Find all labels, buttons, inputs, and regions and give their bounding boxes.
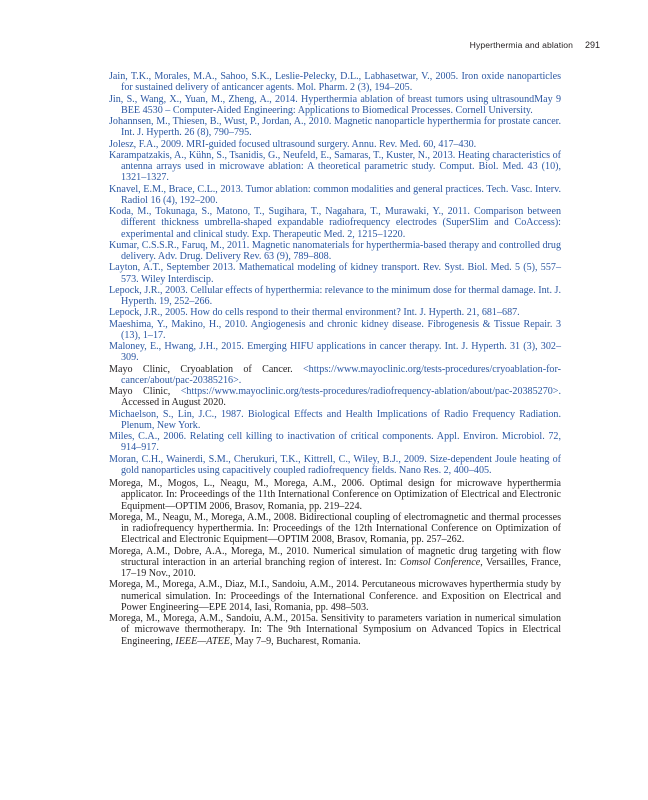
reference-entry[interactable]: Lepock, J.R., 2003. Cellular effects of hyperthermia: relevance to the minimum dose for thermal damage. Int. J. Hyperth. 19, 252–266. — [109, 284, 561, 307]
reference-italic: Comsol Conference — [399, 556, 481, 568]
reference-text: Morega, A.M., Dobre, A.A., Morega, M., 2010. Numerical simulation of magnetic drug targeting with flow structural interaction in an arterial branching region of interest. In: — [109, 545, 561, 568]
reference-entry: Morega, M., Neagu, M., Morega, A.M., 2008. Bidirectional coupling of electromagnetic and thermal processes in radiofrequency hyperthermia. In: Proceedings of the 12th International Conference on Optimization of Electrical and Electronic Equipment—OPTIM 2008, Brasov, Romania, pp. 257–262. — [109, 511, 561, 546]
reference-text: Mayo Clinic, Cryoablation of Cancer. — [109, 363, 303, 375]
reference-text: Mayo Clinic, — [109, 386, 181, 397]
reference-entry[interactable]: Layton, A.T., September 2013. Mathematical modeling of kidney transport. Rev. Syst. Biol. Med. 5 (5), 557–573. Wiley Interdiscip. — [109, 262, 561, 285]
reference-entry[interactable]: Karampatzakis, A., Kühn, S., Tsanidis, G., Neufeld, E., Samaras, T., Kuster, N., 2013. Heating characteristics of antenna arrays used in microwave ablation: A theoretical parametric study. Comput. Biol. Med. 43 (10), 1321–1327. — [109, 149, 561, 184]
reference-entry[interactable]: Lepock, J.R., 2005. How do cells respond to their thermal environment? Int. J. Hyperth. 21, 681–687. — [109, 307, 520, 319]
reference-entry: Morega, M., Mogos, L., Neagu, M., Morega, A.M., 2006. Optimal design for microwave hyperthermia applicator. In: Proceedings of the 11th International Conference on Optimization of Electrical and Electronic Equipment—OPTIM 2006, Brasov, Romania, pp. 219–224. — [109, 478, 561, 512]
reference-entry — [109, 546, 561, 580]
reference-list — [109, 71, 561, 647]
reference-entry[interactable]: Miles, C.A., 2006. Relating cell killing to inactivation of critical components. Appl. Environ. Microbiol. 72, 914–917. — [109, 431, 561, 454]
reference-entry[interactable]: Maeshima, Y., Makino, H., 2010. Angiogenesis and chronic kidney disease. Fibrogenesis & Tissue Repair. 3 (13), 1–17. — [109, 318, 561, 341]
reference-text: , Versailles, France, 17–19 Nov., 2010. — [121, 556, 561, 579]
reference-entry: Morega, M., Morega, A.M., Diaz, M.I., Sandoiu, A.M., 2014. Percutaneous microwaves hyperthermia study by numerical simulation. In: Proceedings of the International Conference. and Exposition on Electrical and Power Engineering—EPE 2014, Iasi, Romania, pp. 498–503. — [109, 579, 561, 613]
reference-text: Accessed in August 2020. — [121, 397, 226, 409]
reference-italic: IEEE—ATEE — [175, 635, 230, 647]
page-number: 291 — [584, 40, 600, 50]
reference-entry — [109, 613, 561, 647]
reference-entry[interactable]: Kumar, C.S.S.R., Faruq, M., 2011. Magnetic nanomaterials for hyperthermia-based therapy and controlled drug delivery. Adv. Drug. Delivery Rev. 63 (9), 789–808. — [109, 239, 561, 262]
reference-entry[interactable]: Maloney, E., Hwang, J.H., 2015. Emerging HIFU applications in cancer therapy. Int. J. Hyperth. 31 (3), 302–309. — [109, 341, 561, 364]
reference-text: , May 7–9, Bucharest, Romania. — [229, 635, 361, 647]
reference-entry[interactable]: Jolesz, F.A., 2009. MRI-guided focused ultrasound surgery. Annu. Rev. Med. 60, 417–430. — [109, 138, 477, 150]
reference-entry[interactable]: Koda, M., Tokunaga, S., Matono, T., Sugihara, T., Nagahara, T., Murawaki, Y., 2011. Comparison between different thickness umbrella-shaped expandable radiofrequency electrodes (SuperSlim and CoAccess): experimental and clinical study. Exp. Therapeutic Med. 2, 1215–1220. — [109, 206, 561, 240]
reference-entry[interactable]: Jain, T.K., Morales, M.A., Sahoo, S.K., Leslie-Pelecky, D.L., Labhasetwar, V., 2005. Iron oxide nanoparticles for sustained delivery of anticancer agents. Mol. Pharm. 2 (3), 194–205. — [109, 71, 561, 94]
reference-entry[interactable]: Johannsen, M., Thiesen, B., Wust, P., Jordan, A., 2010. Magnetic nanoparticle hyperthermia for prostate cancer. Int. J. Hyperth. 26 (8), 790–795. — [109, 116, 561, 139]
reference-entry[interactable]: Jin, S., Wang, X., Yuan, M., Zheng, A., 2014. Hyperthermia ablation of breast tumors using ultrasoundMay 9 BEE 4530 – Computer-Aided Engineering: Applications to Biomedical Processes. Cornell University. — [109, 93, 561, 116]
reference-entry[interactable]: Michaelson, S., Lin, J.C., 1987. Biological Effects and Health Implications of Radio Frequency Radiation. Plenum, New York. — [109, 408, 561, 431]
page-header — [108, 40, 600, 56]
reference-text: Morega, M., Morega, A.M., Sandoiu, A.M., 2015a. Sensitivity to parameters variation in numerical simulation of microwave thermotherapy. In: The 9th International Symposium on Advanced Topics in Electrical Engineering, — [109, 613, 561, 647]
running-title: Hyperthermia and ablation — [469, 40, 573, 50]
reference-url[interactable]: <https://www.mayoclinic.org/tests-procedures/radiofrequency-ablation/about/pac-20385270>. — [180, 386, 561, 397]
reference-entry — [109, 364, 561, 387]
reference-url[interactable]: <https://www.mayoclinic.org/tests-procedures/cryoablation-for-cancer/about/pac-20385216>. — [121, 363, 561, 386]
reference-entry[interactable]: Moran, C.H., Wainerdi, S.M., Cherukuri, T.K., Kittrell, C., Wiley, B.J., 2009. Size-dependent Joule heating of gold nanoparticles using capacitively coupled radiofrequency fields. Nano Res. 2, 400–405. — [109, 453, 561, 476]
reference-entry — [109, 386, 561, 409]
reference-entry[interactable]: Knavel, E.M., Brace, C.L., 2013. Tumor ablation: common modalities and general practices. Tech. Vasc. Interv. Radiol 16 (4), 192–200. — [109, 183, 561, 206]
